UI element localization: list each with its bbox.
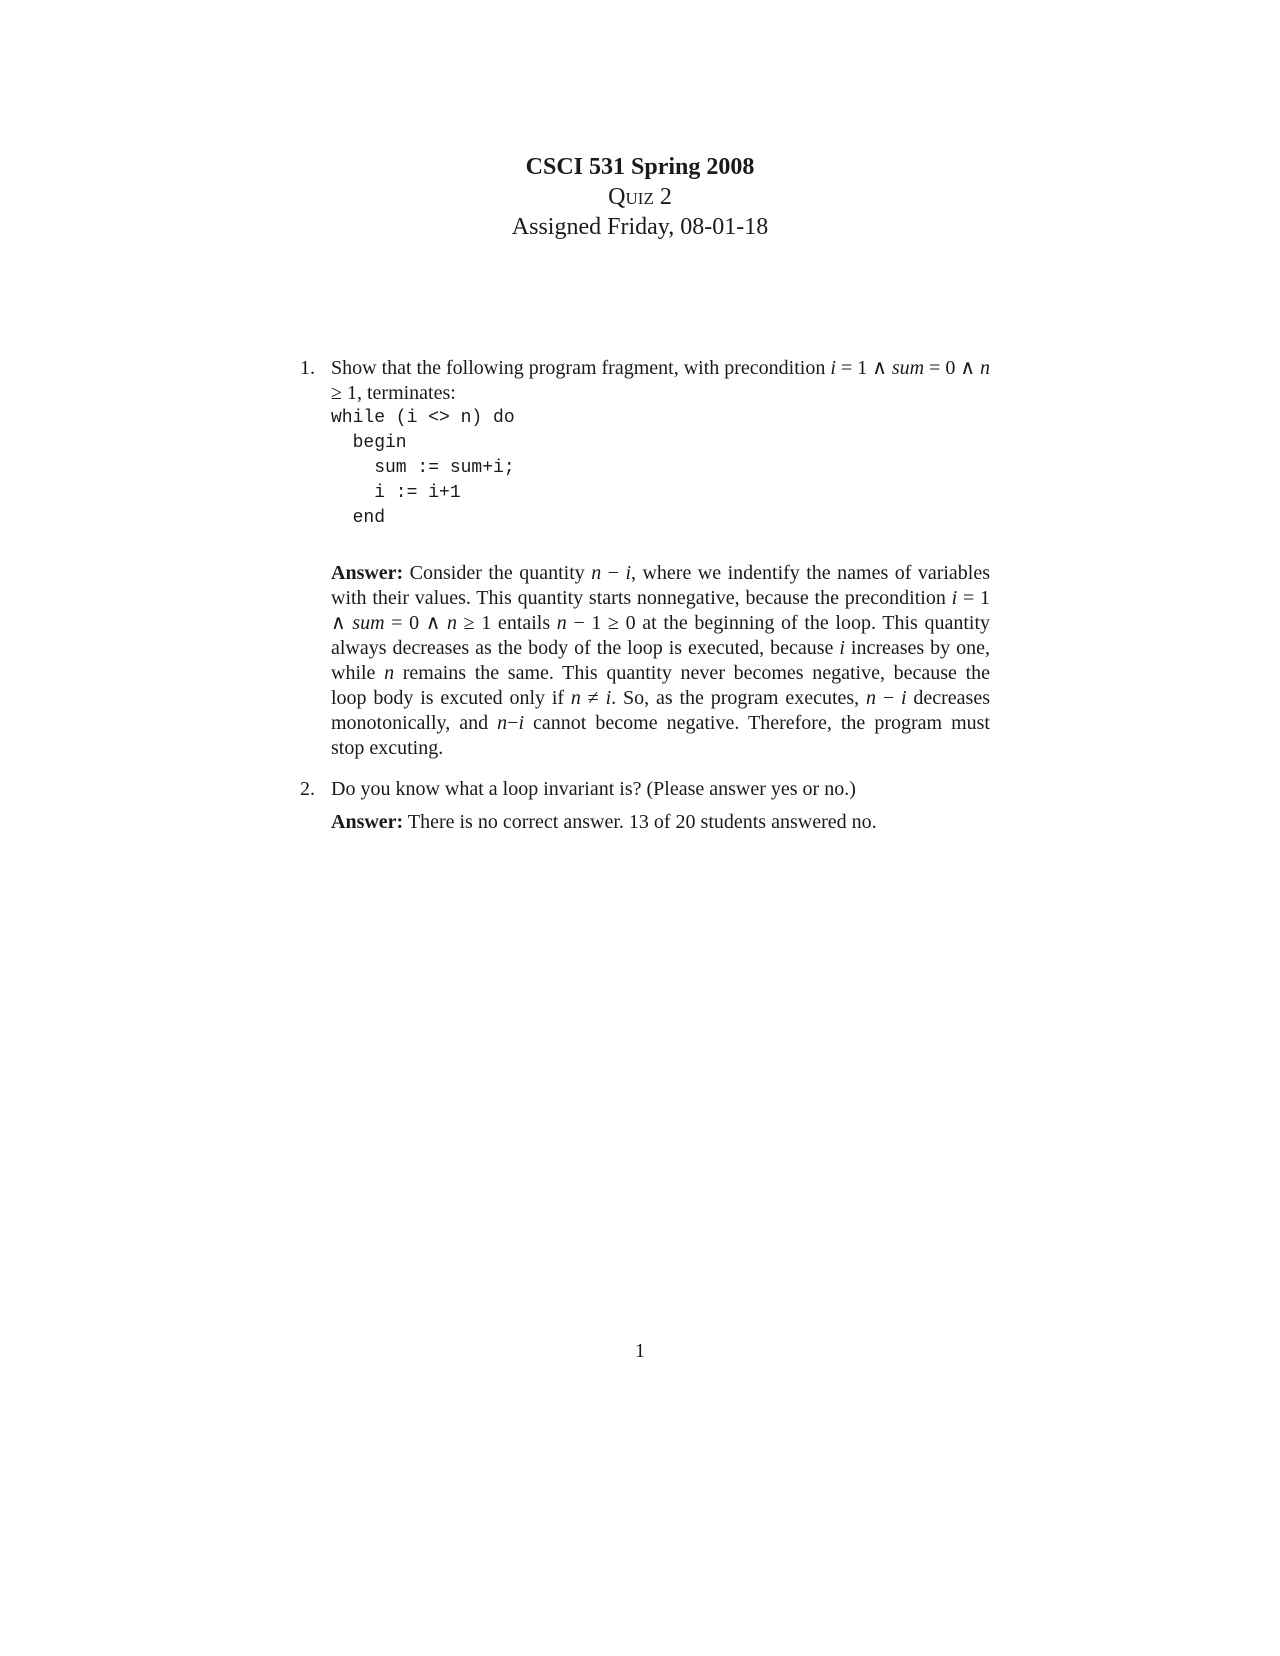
answer-label: Answer: — [331, 562, 404, 584]
math-var: i — [951, 587, 958, 609]
answer-label: Answer: — [331, 811, 404, 833]
question-prompt — [331, 356, 990, 406]
answer-text: − — [876, 687, 901, 709]
math-var: i — [839, 637, 845, 659]
answer-text: Consider the quantity — [403, 562, 592, 584]
math-var: n — [497, 712, 508, 734]
question-2 — [300, 777, 990, 835]
assigned-date: Assigned Friday, 08-01-18 — [511, 214, 769, 240]
answer-text: decreases monotonically, and — [331, 687, 990, 734]
prompt-text: = 0 ∧ — [924, 357, 980, 379]
answer-1 — [331, 561, 990, 761]
prompt-text: ≥ 1, terminates: — [331, 382, 456, 404]
answer-text: remains the same. This quantity never becomes negative, because the loop body is excuted only if — [331, 662, 991, 709]
math-var: i — [900, 687, 907, 709]
math-var: n — [570, 687, 581, 709]
document-subtitle: Quiz 2 — [608, 184, 672, 210]
math-var: i — [518, 712, 525, 734]
prompt-text: = 1 ∧ — [835, 357, 892, 379]
answer-2 — [331, 810, 990, 835]
answer-text: = 1 ∧ — [331, 587, 991, 634]
question-1 — [300, 356, 990, 761]
math-var: i — [830, 357, 836, 379]
code-block: while (i <> n) do begin sum := sum+i; i := i+1 end — [331, 408, 515, 528]
math-var: sum — [352, 612, 385, 634]
answer-text: − 1 ≥ 0 at the beginning of the loop. This quantity always decreases as the body of the loop is executed, because — [331, 612, 991, 659]
math-var: n — [384, 662, 395, 684]
math-var: n — [447, 612, 458, 634]
question-prompt: Do you know what a loop invariant is? (Please answer yes or no.) — [331, 778, 856, 800]
answer-text: , where we indentify the names of variables with their values. This quantity starts nonnegative, because the precondition — [331, 562, 991, 609]
math-var: i — [625, 562, 632, 584]
math-var: i — [605, 687, 612, 709]
page-number: 1 — [635, 1340, 645, 1362]
answer-text: − — [601, 562, 626, 584]
answer-text: − — [507, 712, 519, 734]
prompt-text: Show that the following program fragment, with precondition — [331, 357, 831, 379]
answer-text: cannot become negative. Therefore, the program must stop excuting. — [331, 712, 990, 759]
question-list — [300, 356, 990, 835]
title-block — [0, 152, 1280, 242]
question-number: 2. — [300, 778, 315, 800]
math-var: n — [591, 562, 602, 584]
answer-text: ≠ — [580, 687, 606, 709]
math-var: n — [980, 357, 990, 379]
math-var: n — [556, 612, 567, 634]
answer-text: . So, as the program executes, — [611, 687, 867, 709]
answer-text: There is no correct answer. 13 of 20 students answered no. — [403, 811, 877, 833]
answer-text: ≥ 1 entails — [457, 612, 557, 634]
answer-text: increases by one, while — [331, 637, 991, 684]
document-title: CSCI 531 Spring 2008 — [525, 154, 755, 180]
math-var: sum — [891, 357, 925, 379]
answer-text: = 0 ∧ — [384, 612, 448, 634]
question-number: 1. — [300, 357, 315, 379]
math-var: n — [866, 687, 877, 709]
